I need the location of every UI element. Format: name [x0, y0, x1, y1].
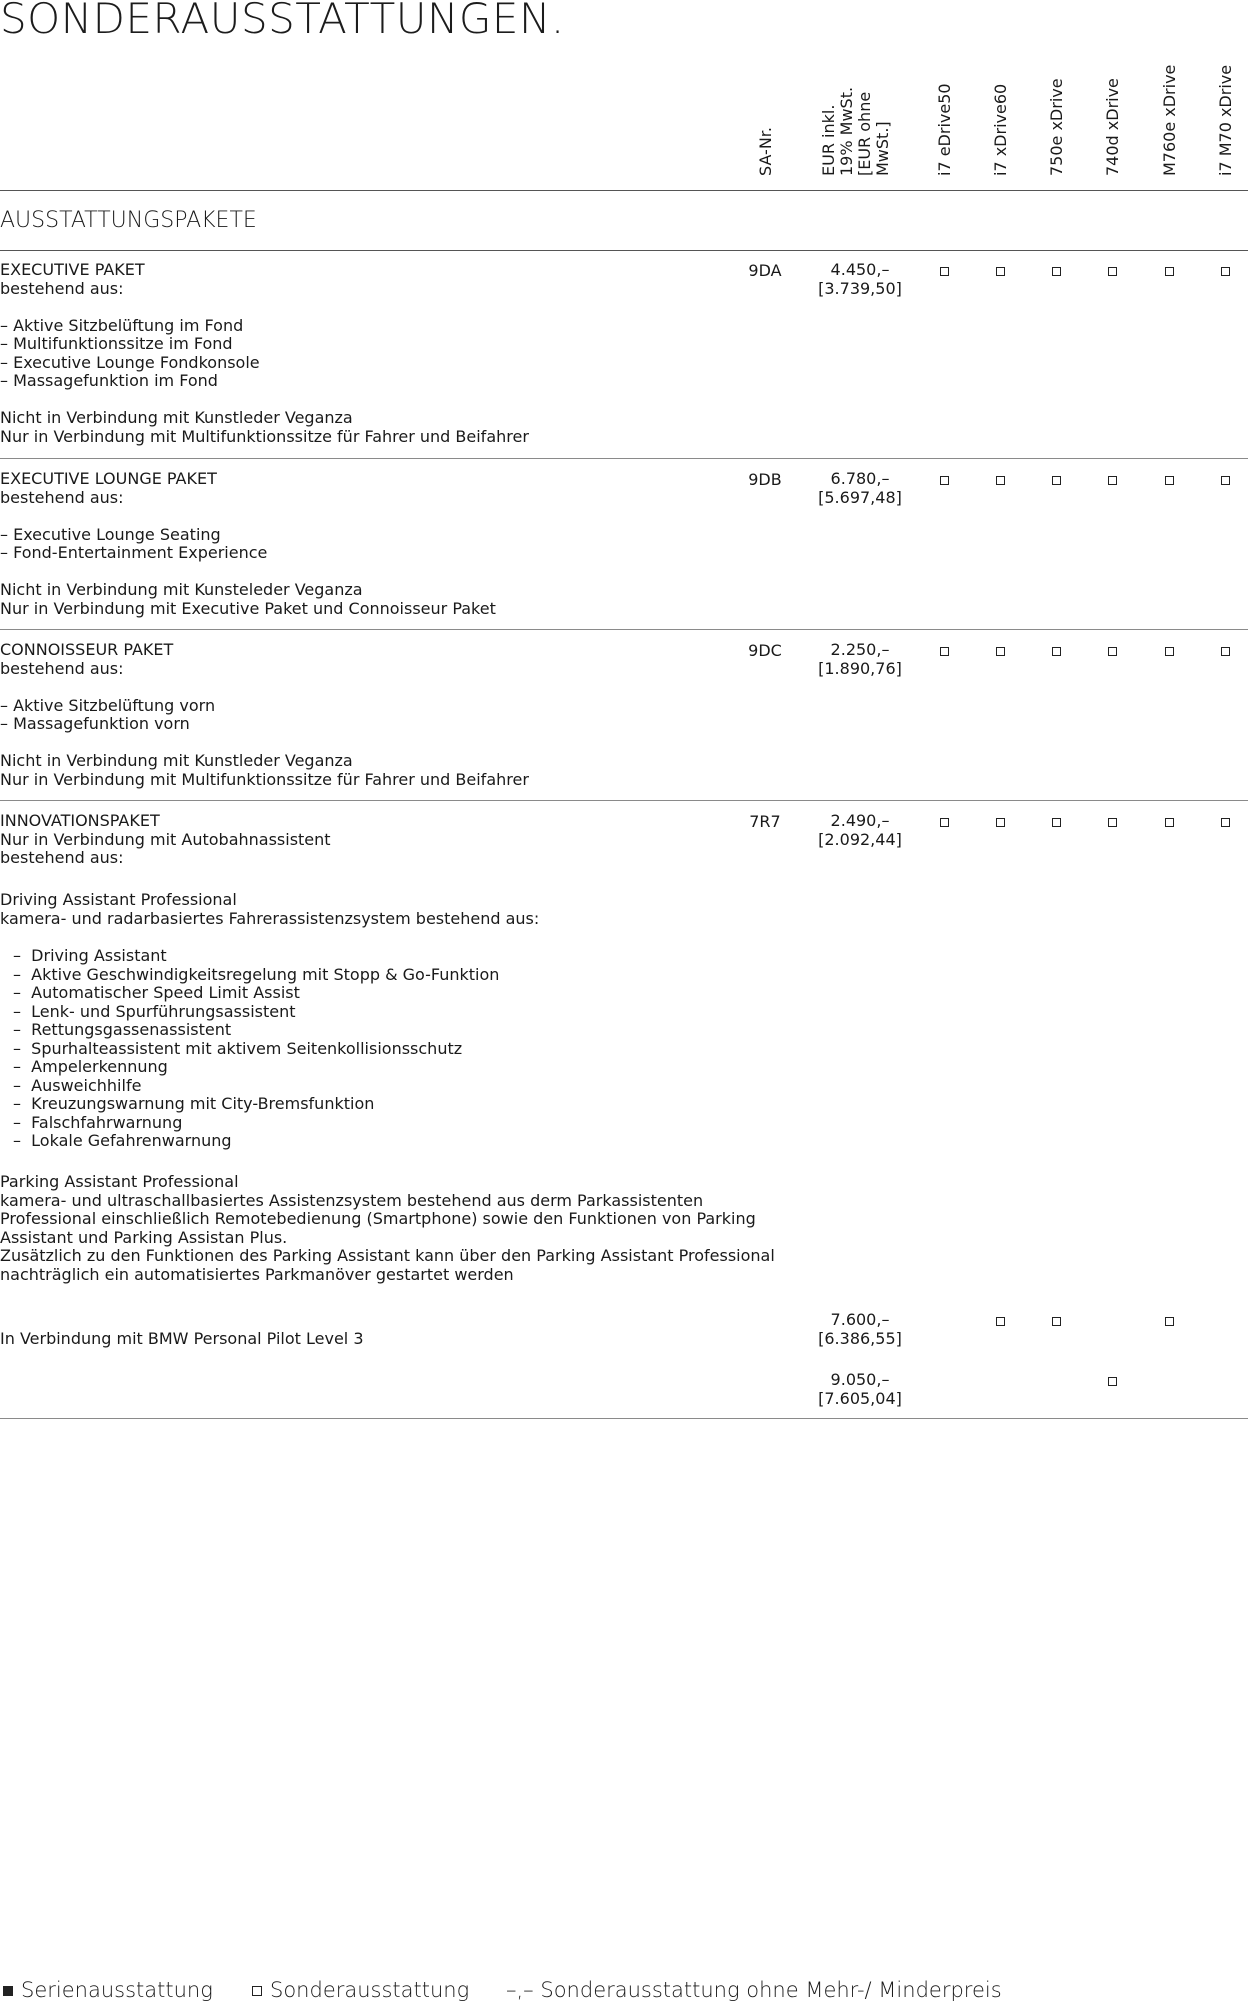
- section-title: AUSSTATTUNGSPAKETE: [0, 208, 257, 233]
- package-executive-lounge: EXECUTIVE LOUNGE PAKET bestehend aus: – Executive Lounge Seating – Fond-Entertainment Experience Nicht in Verbindung mit Kunsteleder Veganza Nur in Verbindung mit Executive Paket und Connoisseur Paket: [0, 469, 496, 618]
- list-item: – Spurhalteassistent mit aktivem Seitenkollisionsschutz: [13, 1038, 463, 1058]
- page-title: SONDERAUSSTATTUNGEN.: [0, 0, 565, 43]
- list-item: – Ampelerkennung: [13, 1057, 168, 1076]
- package-name: CONNOISSEUR PAKET: [0, 640, 174, 659]
- option-marker-icon: [1165, 476, 1174, 485]
- option-marker-icon: [1052, 476, 1061, 485]
- option-marker-icon: [1108, 647, 1117, 656]
- option-marker-icon: [996, 1317, 1005, 1326]
- option-marker-icon: [940, 267, 949, 276]
- list-item: – Kreuzungswarnung mit City-Bremsfunktion: [13, 1094, 375, 1113]
- filled-square-icon: [3, 1986, 13, 1996]
- option-marker-icon: [996, 267, 1005, 276]
- sa-number: 7R7: [749, 812, 781, 831]
- list-item: – Driving Assistant: [13, 946, 167, 965]
- package-executive: EXECUTIVE PAKET bestehend aus: – Aktive Sitzbelüftung im Fond – Multifunktionssitze im Fond – Executive Lounge Fondkonsole – Massagefunktion im Fond Nicht in Verbindung mit Kunstleder Veganza Nur in Verbindung mit Multifunktionssitze für Fahrer und Beifahrer: [0, 260, 529, 446]
- option-marker-icon: [1221, 818, 1230, 827]
- row-divider: [0, 458, 1248, 459]
- option-marker-icon: [996, 476, 1005, 485]
- option-marker-icon: [1165, 818, 1174, 827]
- option-marker-icon: [1165, 1317, 1174, 1326]
- sa-number: 9DC: [748, 641, 782, 660]
- row-divider: [0, 800, 1248, 801]
- option-marker-icon: [1052, 1317, 1061, 1326]
- header-divider: [0, 190, 1248, 191]
- list-item: – Lenk- und Spurführungsassistent: [13, 1001, 296, 1021]
- option-marker-icon: [1052, 818, 1061, 827]
- package-connoisseur: CONNOISSEUR PAKET bestehend aus: – Aktive Sitzbelüftung vorn – Massagefunktion vorn Nicht in Verbindung mit Kunstleder Veganza Nur in Verbindung mit Multifunktionssitze für Fahrer und Beifahrer: [0, 640, 529, 789]
- variant-price-2: 9.050,– [7.605,04]: [818, 1370, 902, 1408]
- package-name: INNOVATIONSPAKET: [0, 811, 160, 830]
- option-marker-icon: [1052, 267, 1061, 276]
- price: 6.780,– [5.697,48]: [818, 469, 902, 507]
- driving-assistant-block: Driving Assistant Professional kamera- und radarbasiertes Fahrerassistenzsystem bestehend aus:: [0, 890, 540, 928]
- list-item: – Falschfahrwarnung: [13, 1112, 183, 1132]
- dap-title: Driving Assistant Professional: [0, 890, 237, 909]
- option-marker-icon: [996, 818, 1005, 827]
- pap-title: Parking Assistant Professional: [0, 1172, 239, 1191]
- option-marker-icon: [1108, 818, 1117, 827]
- price: 2.490,– [2.092,44]: [818, 811, 902, 849]
- row-divider: [0, 629, 1248, 630]
- option-marker-icon: [1165, 267, 1174, 276]
- package-innovation: INNOVATIONSPAKET Nur in Verbindung mit Autobahnassistent bestehend aus:: [0, 811, 331, 867]
- pilot-note: In Verbindung mit BMW Personal Pilot Level 3: [0, 1329, 364, 1348]
- option-marker-icon: [1165, 647, 1174, 656]
- package-name: EXECUTIVE PAKET: [0, 260, 145, 279]
- list-item: – Rettungsgassenassistent: [13, 1020, 232, 1039]
- price: 4.450,– [3.739,50]: [818, 260, 902, 298]
- open-square-icon: [252, 1986, 262, 1996]
- sa-number: 9DB: [748, 470, 782, 489]
- section-divider: [0, 250, 1248, 251]
- option-marker-icon: [1221, 476, 1230, 485]
- list-item: – Aktive Geschwindigkeitsregelung mit Stopp & Go-Funktion: [13, 964, 500, 984]
- option-marker-icon: [996, 647, 1005, 656]
- sa-number: 9DA: [748, 261, 782, 280]
- option-marker-icon: [1221, 647, 1230, 656]
- list-item: – Automatischer Speed Limit Assist: [13, 983, 300, 1002]
- parking-assistant-block: Parking Assistant Professional kamera- und ultraschallbasiertes Assistenzsystem bestehend aus derm Parkassistenten Professional einschließlich Remotebedienung (Smartphone) sowie den Funktionen von Parking Assistant und Parking Assistan Plus. Zusätzlich zu den Funktionen des Parking Assistant kann über den Parking Assistant Professional nachträglich ein automatisiertes Parkmanöver gestartet werden: [0, 1172, 775, 1284]
- list-item: – Lokale Gefahrenwarnung: [13, 1131, 232, 1150]
- option-marker-icon: [1108, 267, 1117, 276]
- legend-option: Sonderausstattung: [252, 1978, 469, 2002]
- dap-list: [13, 947, 499, 1151]
- table-bottom-divider: [0, 1418, 1248, 1419]
- option-marker-icon: [1108, 1377, 1117, 1386]
- option-marker-icon: [1108, 476, 1117, 485]
- package-name: EXECUTIVE LOUNGE PAKET: [0, 469, 217, 488]
- option-marker-icon: [940, 647, 949, 656]
- option-marker-icon: [1052, 647, 1061, 656]
- legend-standard: Serienausstattung: [3, 1978, 213, 2002]
- variant-price-1: 7.600,– [6.386,55]: [818, 1310, 902, 1348]
- legend-no-charge: –,– Sonderausstattung ohne Mehr-/ Minderpreis: [506, 1978, 1002, 2002]
- list-item: – Ausweichhilfe: [13, 1075, 142, 1095]
- option-marker-icon: [940, 818, 949, 827]
- option-marker-icon: [940, 476, 949, 485]
- price: 2.250,– [1.890,76]: [818, 640, 902, 678]
- option-marker-icon: [1221, 267, 1230, 276]
